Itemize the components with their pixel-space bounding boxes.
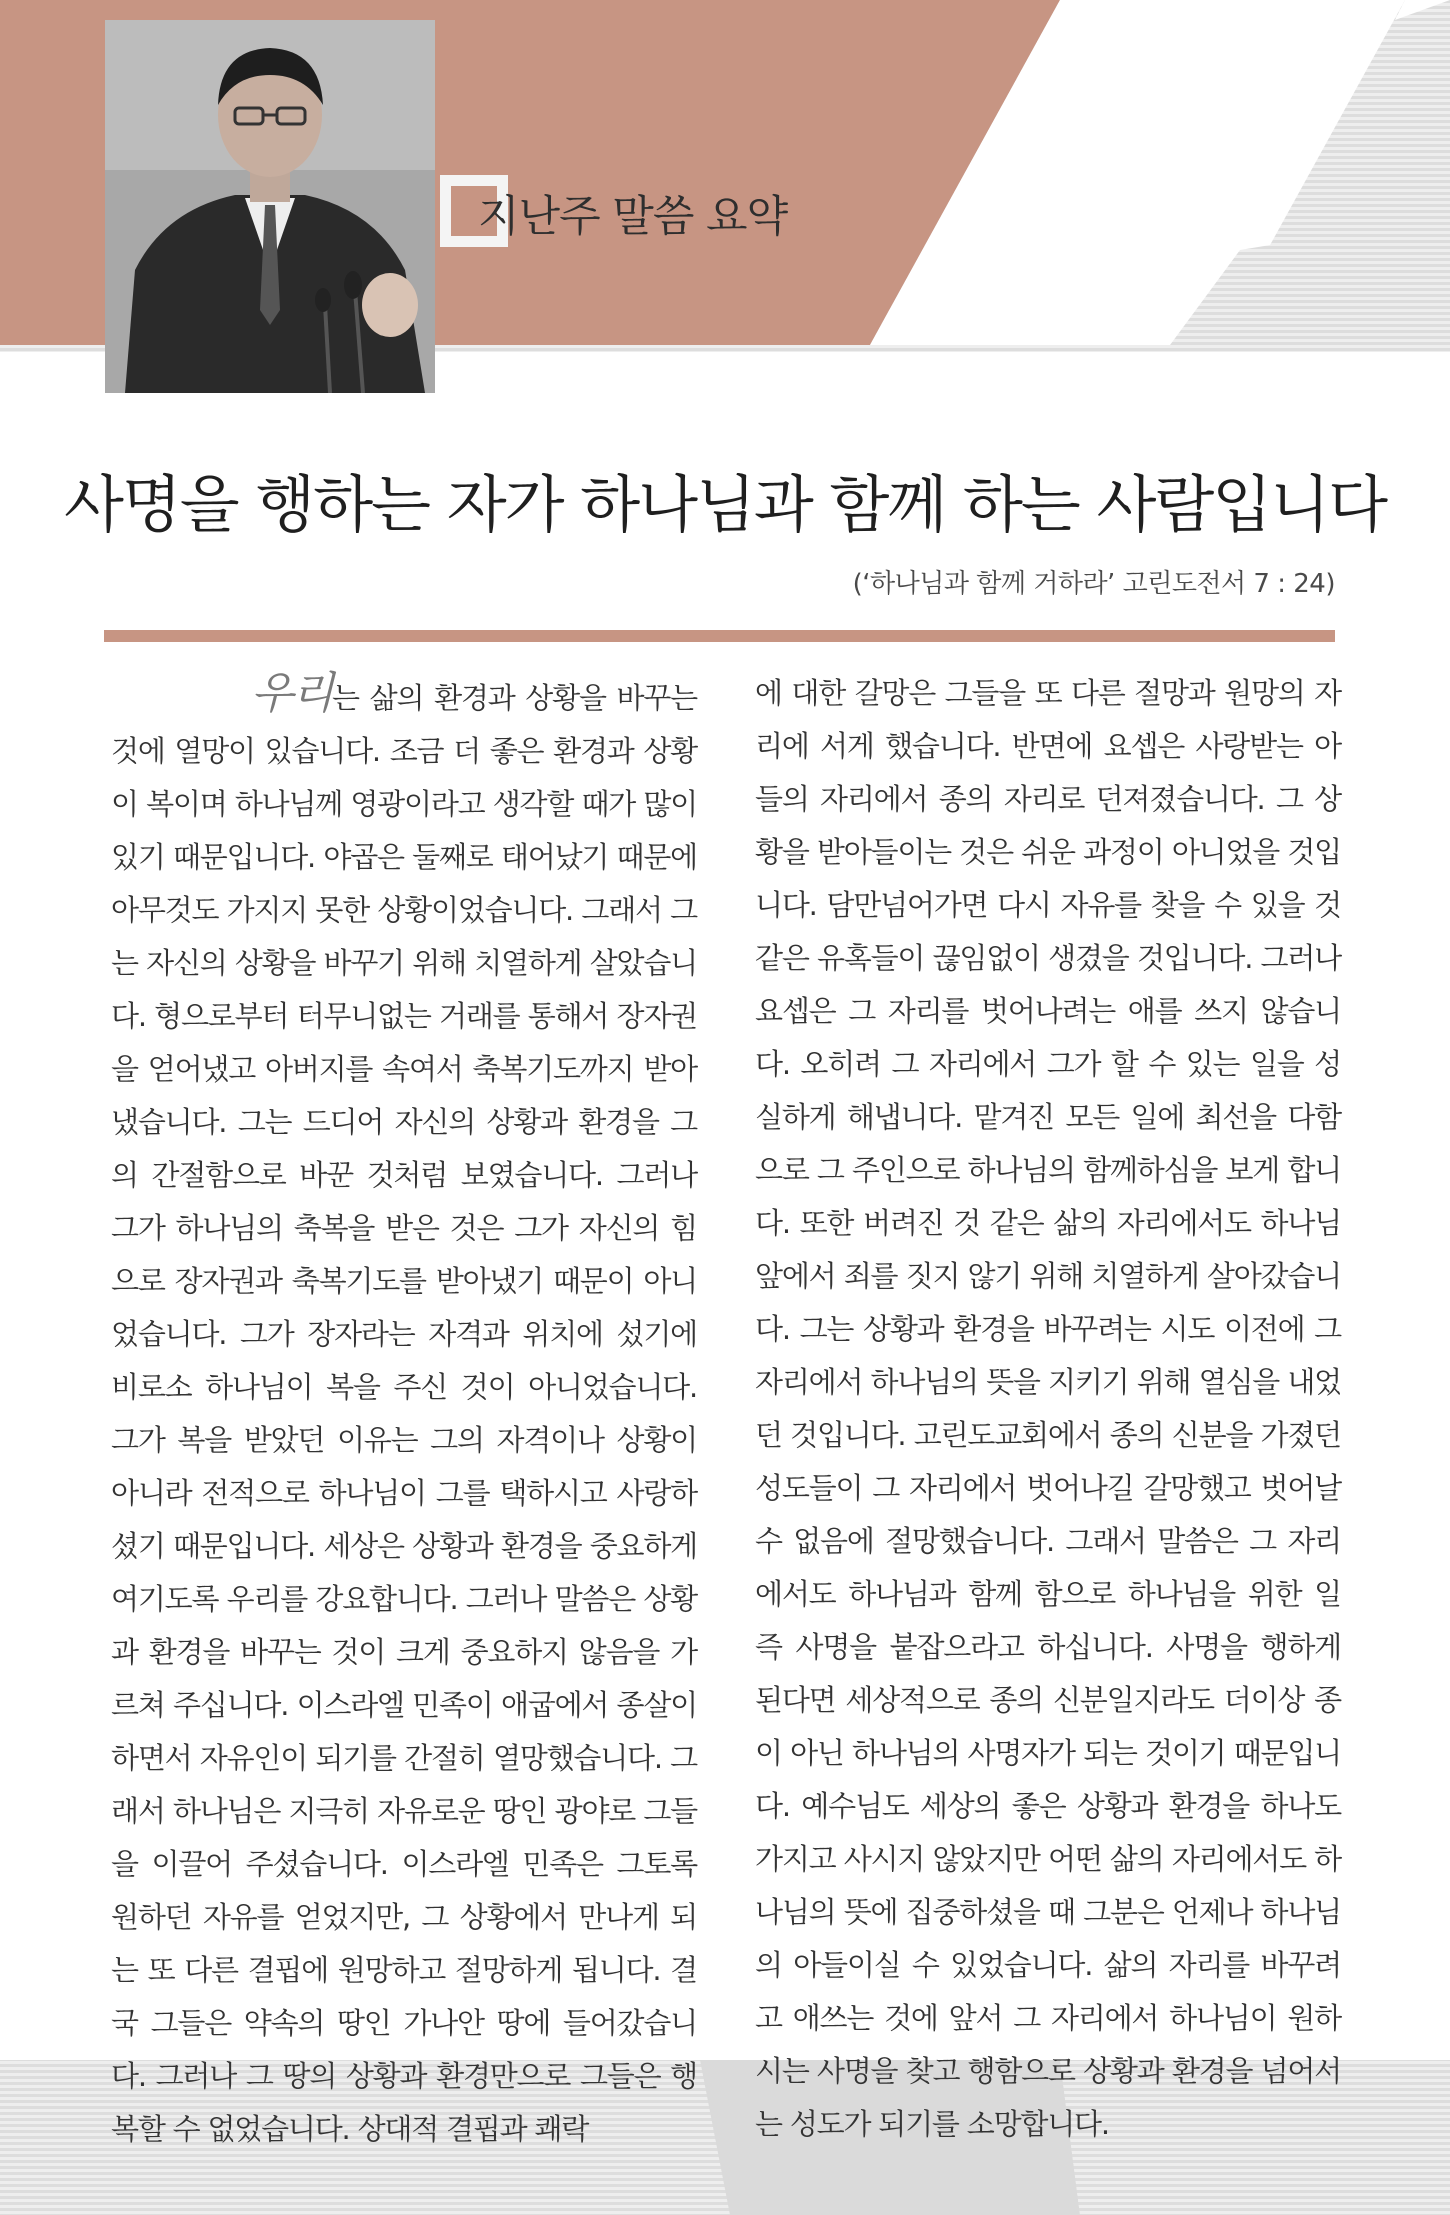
column-left-text: 는 삶의 환경과 상황을 바꾸는 것에 열망이 있습니다. 조금 더 좋은 환경과 상황이 복이며 하나님께 영광이라고 생각할 때가 많이 있기 때문입니다. 야곱은 둘째로 태어났기 때문에 아무것도 가지지 못한 상황이었습니다. 그래서 그는 자신의 상황을 바꾸기 위해 치열하게 살았습니다. 형으로부터 터무니없는 거래를 통해서 장자권을 얻어냈고 아버지를 속여서 축복기도까지 받아냈습니다. 그는 드디어 자신의 상황과 환경을 그의 간절함으로 바꾼 것처럼 보였습니다. 그러나 그가 하나님의 축복을 받은 것은 그가 자신의 힘으로 장자권과 축복기도를 받아냈기 때문이 아니었습니다. 그가 장자라는 자격과 위치에 섰기에 비로소 하나님이 복을 주신 것이 아니었습니다. 그가 복을 받았던 이유는 그의 자격이나 상황이 아니라 전적으로 하나님이 그를 택하시고 사랑하셨기 때문입니다. 세상은 상황과 환경을 중요하게 여기도록 우리를 강요합니다. 그러나 말씀은 상황과 환경을 바꾸는 것이 크게 중요하지 않음을 가르쳐 주십니다. 이스라엘 민족이 애굽에서 종살이 하면서 자유인이 되기를 간절히 열망했습니다. 그래서 하나님은 지극히 자유로운 땅인 광야로 그들을 이끌어 주셨습니다. 이스라엘 민족은 그토록 원하던 자유를 얻었지만, 그 상황에서 만나게 되는 또 다른 결핍에 원망하고 절망하게 됩니다. 결국 그들은 약속의 땅인 가나안 땅에 들어갔습니다. 그러나 그 땅의 상황과 환경만으로 그들은 행복할 수 없었습니다. 상대적 결핍과 쾌락 <box>111 681 697 2146</box>
article-headline: 사명을 행하는 자가 하나님과 함께 하는 사람입니다 <box>64 468 1386 541</box>
article-column-left <box>111 667 697 2156</box>
column-right-text: 에 대한 갈망은 그들을 또 다른 절망과 원망의 자리에 서게 했습니다. 반면에 요셉은 사랑받는 아들의 자리에서 종의 자리로 던져졌습니다. 그 상황을 받아들이는 것은 쉬운 과정이 아니었을 것입니다. 담만넘어가면 다시 자유를 찾을 수 있을 것 같은 유혹들이 끊임없이 생겼을 것입니다. 그러나 요셉은 그 자리를 벗어나려는 애를 쓰지 않습니다. 오히려 그 자리에서 그가 할 수 있는 일을 성실하게 해냅니다. 맡겨진 모든 일에 최선을 다함으로 그 주인으로 하나님의 함께하심을 보게 합니다. 또한 버려진 것 같은 삶의 자리에서도 하나님 앞에서 죄를 짓지 않기 위해 치열하게 살아갔습니다. 그는 상황과 환경을 바꾸려는 시도 이전에 그 자리에서 하나님의 뜻을 지키기 위해 열심을 내었던 것입니다. 고린도교회에서 종의 신분을 가졌던 성도들이 그 자리에서 벗어나길 갈망했고 벗어날 수 없음에 절망했습니다. 그래서 말씀은 그 자리에서도 하나님과 함께 함으로 하나님을 위한 일 즉 사명을 붙잡으라고 하십니다. 사명을 행하게 된다면 세상적으로 종의 신분일지라도 더이상 종이 아닌 하나님의 사명자가 되는 것이기 때문입니다. 예수님도 세상의 좋은 상황과 환경을 하나도 가지고 사시지 않았지만 어떤 삶의 자리에서도 하나님의 뜻에 집중하셨을 때 그분은 언제나 하나님의 아들이실 수 있었습니다. 삶의 자리를 바꾸려고 애쓰는 것에 앞서 그 자리에서 하나님이 원하시는 사명을 찾고 행함으로 상황과 환경을 넘어서는 성도가 되기를 소망합니다. <box>755 676 1341 2141</box>
section-title: 지난주 말씀 요약 <box>478 192 788 242</box>
headline-divider <box>104 630 1335 642</box>
scripture-reference: (‘하나님과 함께 거하라’ 고린도전서 7 : 24) <box>852 569 1335 599</box>
drop-word: 우리 <box>251 668 333 719</box>
article-column-right <box>755 667 1341 2151</box>
speaker-photo <box>105 20 435 393</box>
